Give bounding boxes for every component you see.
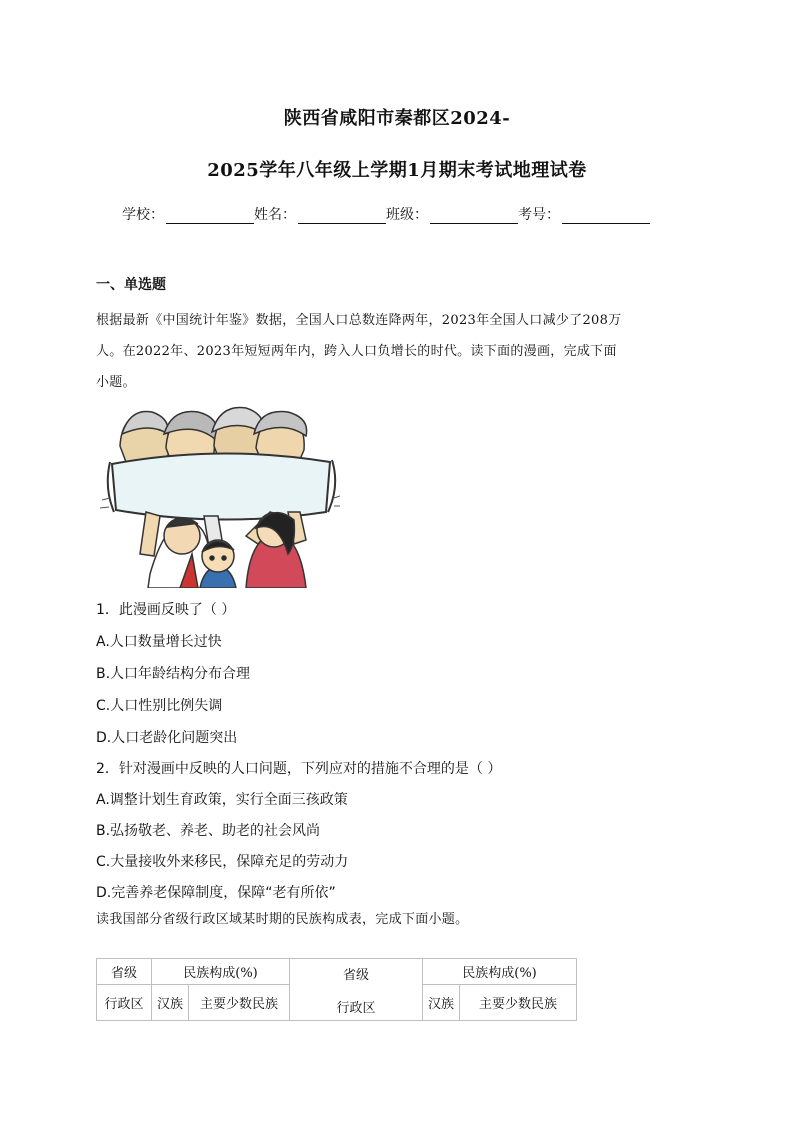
question-2-option-a: A.调整计划生育政策，实行全面三孩政策 [96, 792, 348, 808]
question-2-option-d: D.完善养老保障制度，保障“老有所依” [96, 885, 336, 901]
province-header-right: 省级 行政区 [290, 959, 423, 1021]
question-2-option-b: B.弘扬敬老、养老、助老的社会风尚 [96, 823, 321, 839]
question-1-option-c: C.人口性别比例失调 [96, 698, 223, 714]
passage-intro: 根据最新《中国统计年鉴》数据，全国人口总数连降两年，2023年全国人口减少了208万 人。在2022年、2023年短短两年内，跨入人口负增长的时代。读下面的漫画，完成下面 小题。 [96, 313, 622, 390]
section-heading: 一、单选题 [96, 277, 166, 293]
school-field: 学校： [122, 204, 254, 224]
province-header-bottom: 行政区 [97, 985, 152, 1021]
exam-title-line2: 2025学年八年级上学期1月期末考试地理试卷 [207, 160, 587, 181]
name-field: 姓名： [254, 204, 386, 224]
exam-title-line1: 陕西省咸阳市秦都区2024- [283, 108, 511, 129]
question-1-option-a: A.人口数量增长过快 [96, 634, 222, 650]
minority-header-left: 主要少数民族 [189, 985, 290, 1021]
question-2-stem: 2．针对漫画中反映的人口问题，下列应对的措施不合理的是（ ） [96, 761, 502, 777]
han-header-right: 汉族 [423, 985, 460, 1021]
question-1-stem: 1．此漫画反映了（ ） [96, 602, 236, 618]
class-field: 班级： [386, 204, 518, 224]
question-2-option-c: C.大量接收外来移民，保障充足的劳动力 [96, 854, 349, 870]
blank-banner [112, 453, 330, 519]
ethnic-header-right: 民族构成(%) [423, 959, 577, 985]
minority-header-right: 主要少数民族 [460, 985, 577, 1021]
aging-population-cartoon [100, 404, 340, 588]
ethnic-composition-table [96, 958, 577, 1021]
passage-table-intro: 读我国部分省级行政区域某时期的民族构成表，完成下面小题。 [96, 912, 469, 927]
question-1-option-d: D.人口老龄化问题突出 [96, 730, 238, 746]
child-figure [200, 540, 236, 588]
province-header-top: 省级 [97, 959, 152, 985]
question-1-option-b: B.人口年龄结构分布合理 [96, 666, 251, 682]
student-info-row [122, 204, 650, 224]
han-header-left: 汉族 [152, 985, 189, 1021]
ethnic-header-left: 民族构成(%) [152, 959, 290, 985]
exam-number-field: 考号： [518, 204, 650, 224]
